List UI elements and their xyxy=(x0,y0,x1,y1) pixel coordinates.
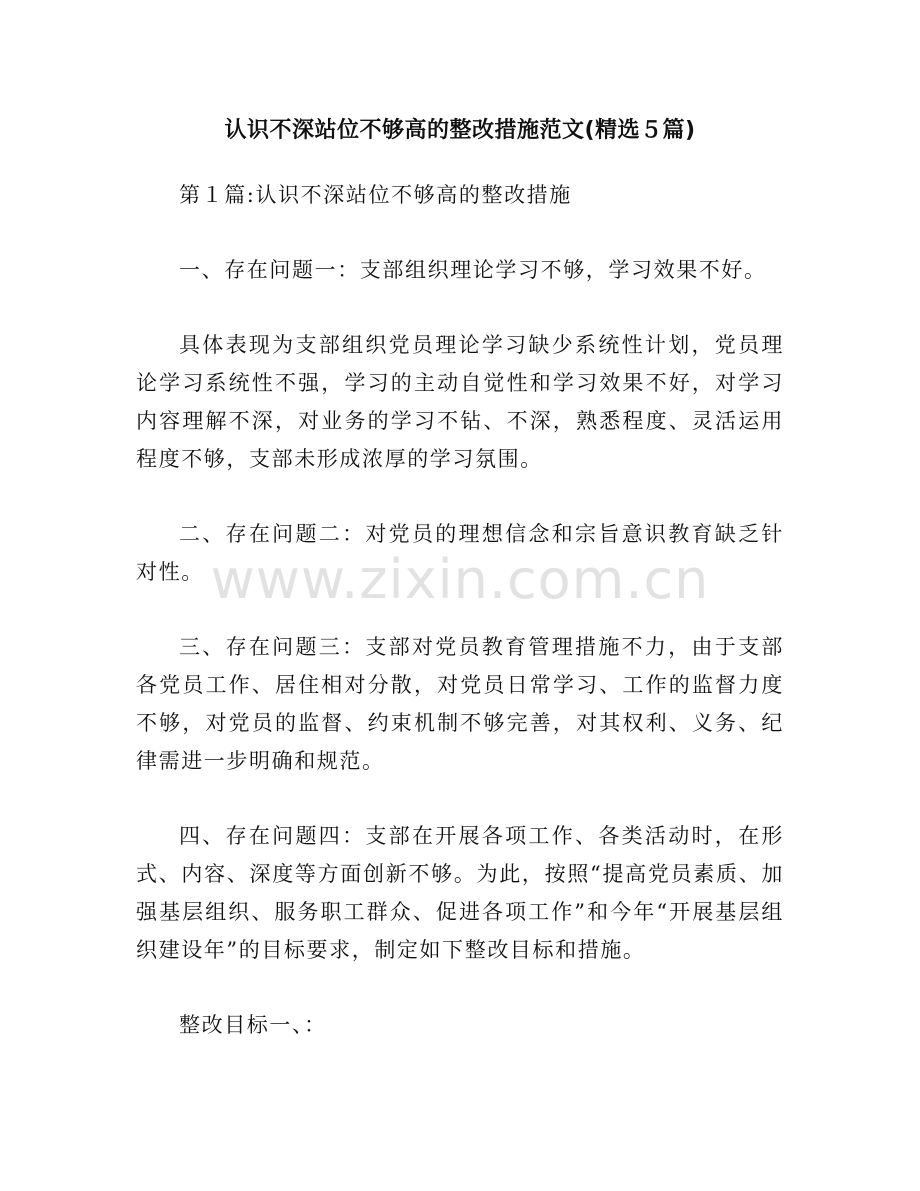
document-body xyxy=(136,176,784,1081)
watermark-text: www.zixin.com.cn xyxy=(210,548,710,611)
problem-3-paragraph: 三、存在问题三：支部对党员教育管理措施不力，由于支部各党员工作、居住相对分散，对党员日常学习、工作的监督力度不够，对党员的监督、约束机制不够完善，对其权利、义务、纪律需进一步明确和规范。 xyxy=(136,635,784,773)
problem-2-heading: 二、存在问题二：对党员的理想信念和宗旨意识教育缺乏针对性。 xyxy=(136,522,784,584)
problem-1-heading: 一、存在问题一：支部组织理论学习不够，学习效果不好。 xyxy=(179,258,767,282)
document-title: 认识不深站位不够高的整改措施范文(精选５篇) xyxy=(224,118,696,143)
problem-1-detail: 具体表现为支部组织党员理论学习缺少系统性计划，党员理论学习系统性不强，学习的主动自觉性和学习效果不好，对学习内容理解不深，对业务的学习不钻、不深，熟悉程度、灵活运用程度不够，支部未形成浓厚的学习氛围。 xyxy=(136,333,784,471)
problem-4-paragraph: 四、存在问题四：支部在开展各项工作、各类活动时，在形式、内容、深度等方面创新不够。为此，按照“提高党员素质、加强基层组织、服务职工群众、促进各项工作”和今年“开展基层组织建设年”的目标要求，制定如下整改目标和措施。 xyxy=(136,824,784,962)
goal-1-heading: 整改目标一、： xyxy=(179,1013,327,1037)
heading-part-1: 第１篇:认识不深站位不够高的整改措施 xyxy=(179,183,572,207)
